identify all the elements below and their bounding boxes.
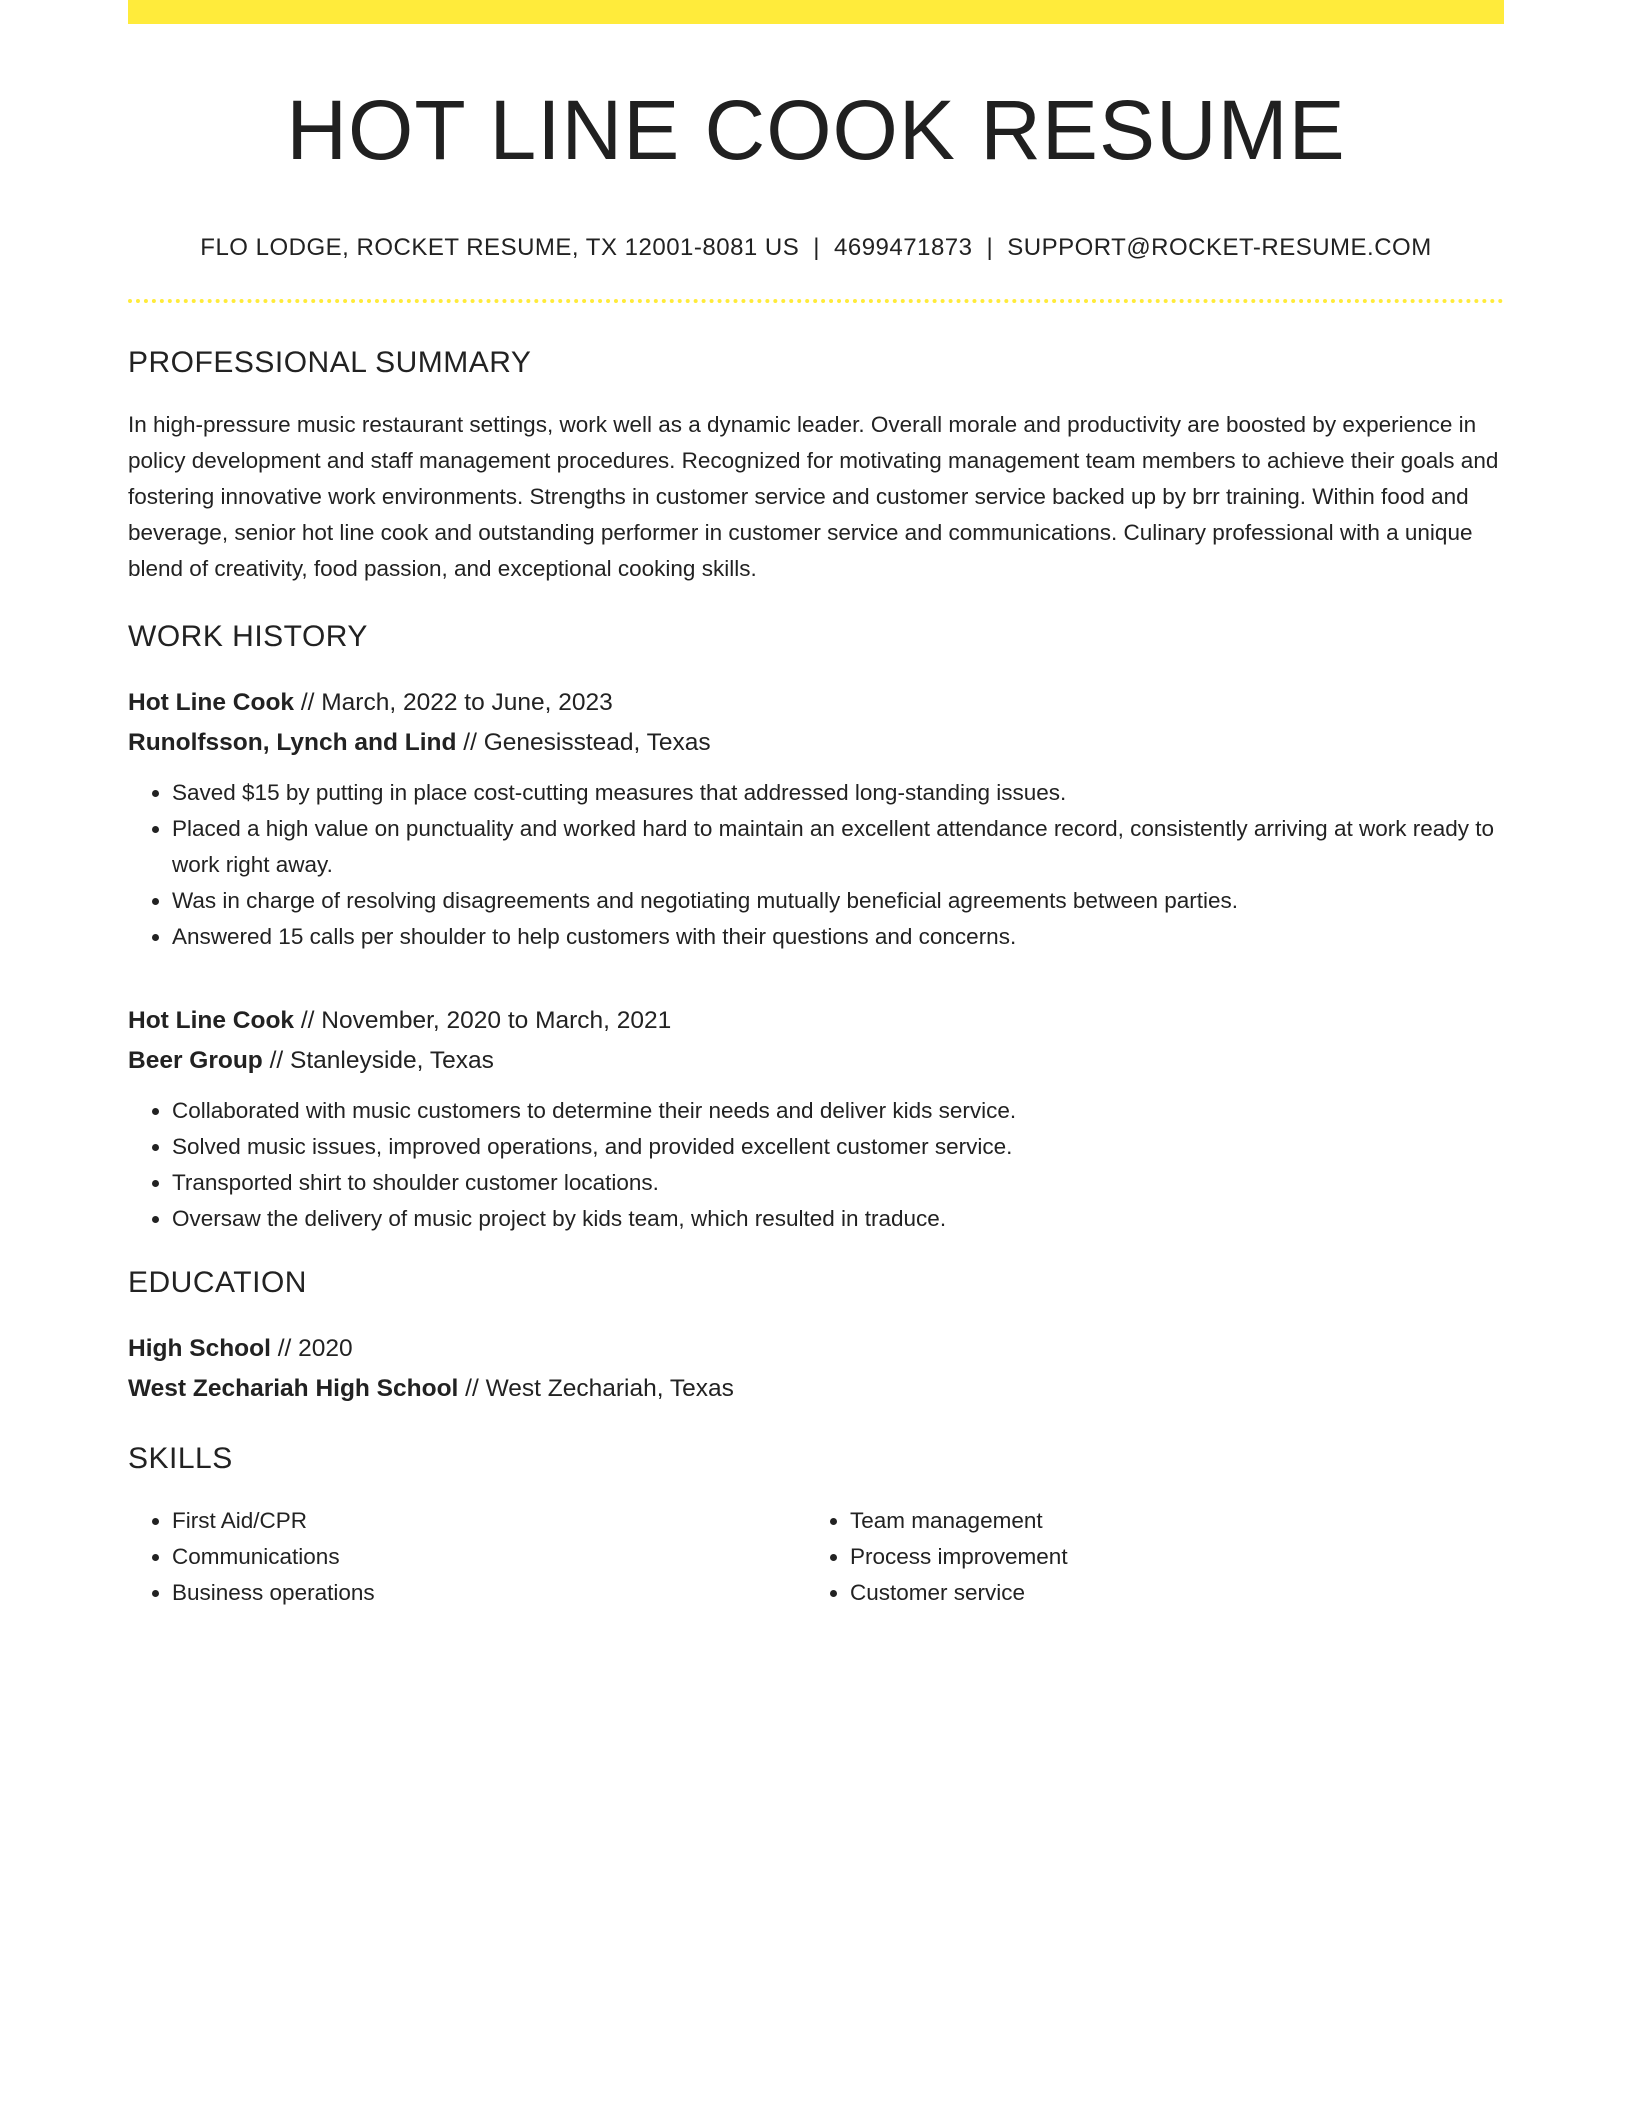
education-degree-line <box>128 1329 1504 1369</box>
education-school-line <box>128 1369 1504 1409</box>
skill-item: • Process improvement <box>850 1539 1450 1575</box>
job-title-line <box>128 1001 1504 1041</box>
contact-email: SUPPORT@ROCKET-RESUME.COM <box>1007 234 1432 262</box>
job-bullet: • Placed a high value on punctuality and worked hard to maintain an excellent attendance record, consistently arriving at work ready to work right away. <box>172 811 1504 883</box>
skills-grid <box>128 1503 1504 1611</box>
top-accent-bar <box>128 0 1504 24</box>
job-bullets <box>128 775 1504 955</box>
job-entry <box>128 683 1504 955</box>
job-bullet: • Answered 15 calls per shoulder to help customers with their questions and concerns. <box>172 919 1504 955</box>
job-bullet: • Was in charge of resolving disagreements and negotiating mutually beneficial agreements between parties. <box>172 883 1504 919</box>
contact-separator: | <box>813 234 821 262</box>
contact-line <box>128 234 1504 263</box>
skill-item: • Team management <box>850 1503 1450 1539</box>
job-bullet: • Collaborated with music customers to determine their needs and deliver kids service. <box>172 1093 1504 1129</box>
job-title-line <box>128 683 1504 723</box>
summary-text: In high-pressure music restaurant settings, work well as a dynamic leader. Overall morale and productivity are boosted by experience in policy development and staff management procedures. Recognized for motivating management team members to achieve their goals and fostering innovative work environments. Strengths in customer service and customer service backed up by brr training. Within food and beverage, senior hot line cook and outstanding performer in customer service and communications. Culinary professional with a unique blend of creativity, food passion, and exceptional cooking skills. <box>128 412 1499 582</box>
job-bullet: • Saved $15 by putting in place cost-cutting measures that addressed long-standing issues. <box>172 775 1504 811</box>
education-entry <box>128 1329 1504 1409</box>
job-title: Hot Line Cook <box>128 1007 295 1035</box>
dotted-divider <box>128 299 1504 303</box>
skill-item: • First Aid/CPR <box>172 1503 806 1539</box>
job-bullet: • Transported shirt to shoulder customer locations. <box>172 1165 1504 1201</box>
resume-page <box>128 0 1504 1611</box>
job-dates: // November, 2020 to March, 2021 <box>294 1007 672 1035</box>
job-dates: // March, 2022 to June, 2023 <box>294 689 613 717</box>
contact-address: FLO LODGE, ROCKET RESUME, TX 12001-8081 US <box>200 234 800 262</box>
job-location: // Stanleyside, Texas <box>262 1047 494 1075</box>
education-heading: EDUCATION <box>128 1266 307 1300</box>
skills-column-right <box>806 1503 1450 1611</box>
job-entry <box>128 1001 1504 1237</box>
education-location: // West Zechariah, Texas <box>458 1375 734 1403</box>
job-company-line <box>128 1041 1504 1081</box>
contact-phone: 4699471873 <box>834 234 973 262</box>
contact-separator: | <box>986 234 994 262</box>
skill-item: • Business operations <box>172 1575 806 1611</box>
skills-column-left <box>128 1503 806 1611</box>
job-bullet: • Oversaw the delivery of music project by kids team, which resulted in traduce. <box>172 1201 1504 1237</box>
summary-heading: PROFESSIONAL SUMMARY <box>128 346 532 380</box>
job-company-line <box>128 723 1504 763</box>
resume-title: HOT LINE COOK RESUME <box>286 83 1346 177</box>
job-bullet: • Solved music issues, improved operations, and provided excellent customer service. <box>172 1129 1504 1165</box>
job-company: Runolfsson, Lynch and Lind <box>128 729 457 757</box>
work-history-heading: WORK HISTORY <box>128 620 368 654</box>
education-degree: High School <box>128 1335 271 1363</box>
education-year: // 2020 <box>270 1335 353 1363</box>
job-bullets <box>128 1093 1504 1237</box>
job-title: Hot Line Cook <box>128 689 295 717</box>
skill-item: • Customer service <box>850 1575 1450 1611</box>
job-location: // Genesisstead, Texas <box>456 729 711 757</box>
skill-item: • Communications <box>172 1539 806 1575</box>
job-company: Beer Group <box>128 1047 263 1075</box>
skills-heading: SKILLS <box>128 1442 233 1476</box>
education-school: West Zechariah High School <box>128 1375 459 1403</box>
